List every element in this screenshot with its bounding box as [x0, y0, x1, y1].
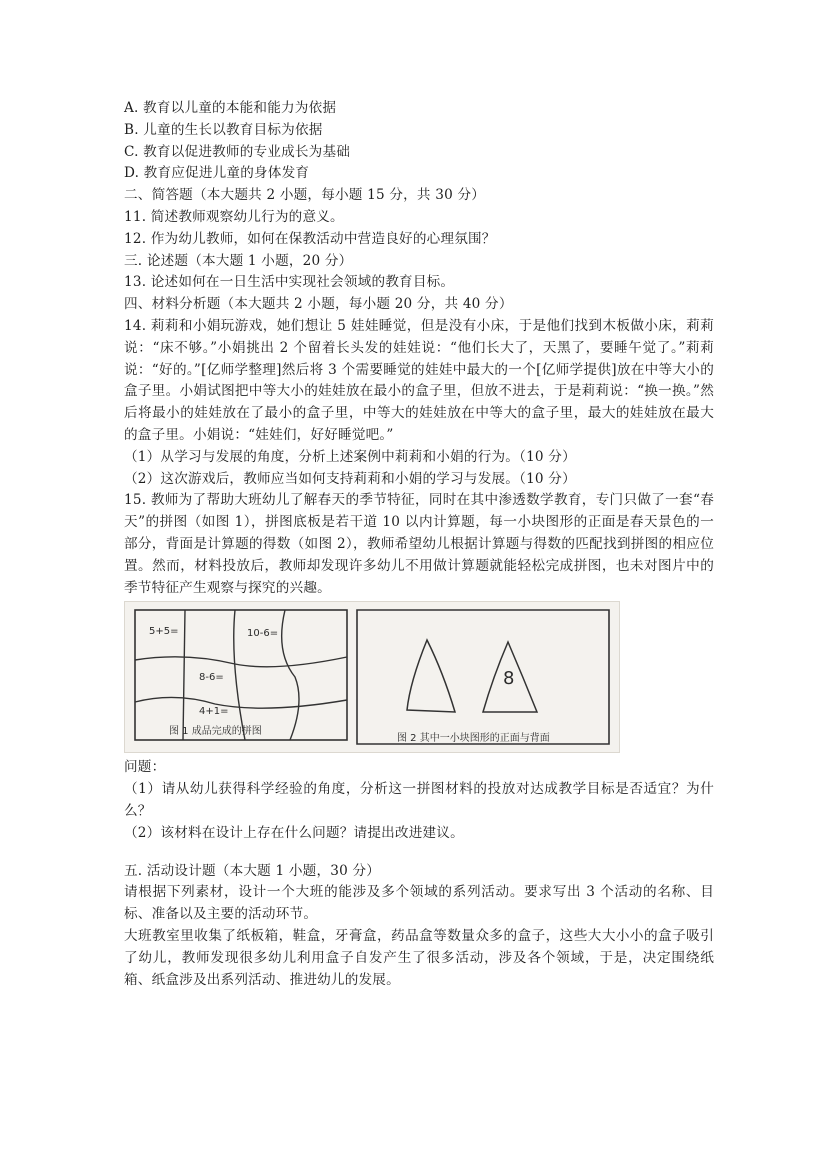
fig1-equation-2: 10-6=	[247, 628, 279, 640]
section-5-intro: 请根据下列素材，设计一个大班的能涉及多个领域的系列活动。要求写出 3 个活动的名称、目标、准备以及主要的活动环节。	[124, 884, 714, 923]
question-14-sub2: （2）这次游戏后，教师应当如何支持莉莉和小娟的学习与发展。（10 分）	[124, 470, 576, 487]
fig2-back-number: 8	[503, 668, 515, 690]
question-14-body: 14. 莉莉和小娟玩游戏，她们想让 5 娃娃睡觉，但是没有小床，于是他们找到木板做小床，莉莉说：“床不够。”小娟挑出 2 个留着长头发的娃娃说：“他们长大了，天黑了，要睡午觉了。”莉莉说：“好的。”[亿师学整理]然后将 3 个需要睡觉的娃娃中最大的一个[亿师学提供]放在中等大小的盒子里。小娟试图把中等大小的娃娃放在最小的盒子里，但放不进去，于是莉莉说：“换一换。”然后将最小的娃娃放在了最小的盒子里，中等大的娃娃放在中等大的盒子里，最大的娃娃放在最大的盒子里。小娟说：“娃娃们，好好睡觉吧。”	[124, 317, 714, 443]
fig1-equation-4: 4+1=	[199, 706, 229, 718]
question-15-sub2: （2）该材料在设计上存在什么问题？请提出改进建议。	[124, 824, 464, 841]
puzzle-figure	[124, 601, 620, 753]
option-c: C. 教育以促进教师的专业成长为基础	[124, 143, 351, 160]
question-14-sub1: （1）从学习与发展的角度，分析上述案例中莉莉和小娟的行为。（10 分）	[124, 448, 576, 465]
option-a: A. 教育以儿童的本能和能力为依据	[124, 100, 337, 116]
fig1-equation-1: 5+5=	[149, 626, 179, 638]
section-5-title: 五. 活动设计题（本大题 1 小题，30 分）	[124, 862, 381, 879]
question-13: 13. 论述如何在一日生活中实现社会领域的教育目标。	[124, 274, 455, 291]
exam-page	[124, 98, 714, 991]
section-3-title: 三. 论述题（本大题 1 小题，20 分）	[124, 252, 353, 269]
section-4-title: 四、材料分析题（本大题共 2 小题，每小题 20 分，共 40 分）	[124, 296, 513, 313]
questions-label: 问题：	[124, 759, 166, 776]
figure-2-caption: 图 2 其中一小块图形的正面与背面	[397, 733, 550, 745]
question-11: 11. 简述教师观察幼儿行为的意义。	[124, 208, 344, 225]
option-b: B. 儿童的生长以教育目标为依据	[124, 121, 323, 138]
question-15-sub1: （1）请从幼儿获得科学经验的角度，分析这一拼图材料的投放对达成教学目标是否适宜？为什么？	[124, 781, 714, 819]
question-12: 12. 作为幼儿教师，如何在保教活动中营造良好的心理氛围？	[124, 230, 496, 247]
section-2-title: 二、简答题（本大题共 2 小题，每小题 15 分，共 30 分）	[124, 187, 486, 204]
question-15-body: 15. 教师为了帮助大班幼儿了解春天的季节特征，同时在其中渗透数学教育，专门只做了一套“春天”的拼图（如图 1），拼图底板是若干道 10 以内计算题，每一小块图形的正面是春天景色的一部分，背面是计算题的得数（如图 2），教师希望幼儿根据计算题与得数的匹配找到拼图的相应位置。然而，材料投放后，教师却发现许多幼儿不用做计算题就能轻松完成拼图，也未对图片中的季节特征产生观察与探究的兴趣。	[124, 492, 714, 596]
fig1-equation-3: 8-6=	[199, 672, 224, 684]
figure-1-caption: 图 1 成品完成的拼图	[169, 726, 262, 738]
option-d: D. 教育应促进儿童的身体发育	[124, 165, 310, 182]
section-gap	[124, 845, 714, 861]
section-5-body: 大班教室里收集了纸板箱，鞋盒，牙膏盒，药品盒等数量众多的盒子，这些大大小小的盒子吸引了幼儿，教师发现很多幼儿利用盒子自发产生了很多活动，涉及各个领域，于是，决定围绕纸箱、纸盒涉及出系列活动、推进幼儿的发展。	[124, 927, 714, 988]
